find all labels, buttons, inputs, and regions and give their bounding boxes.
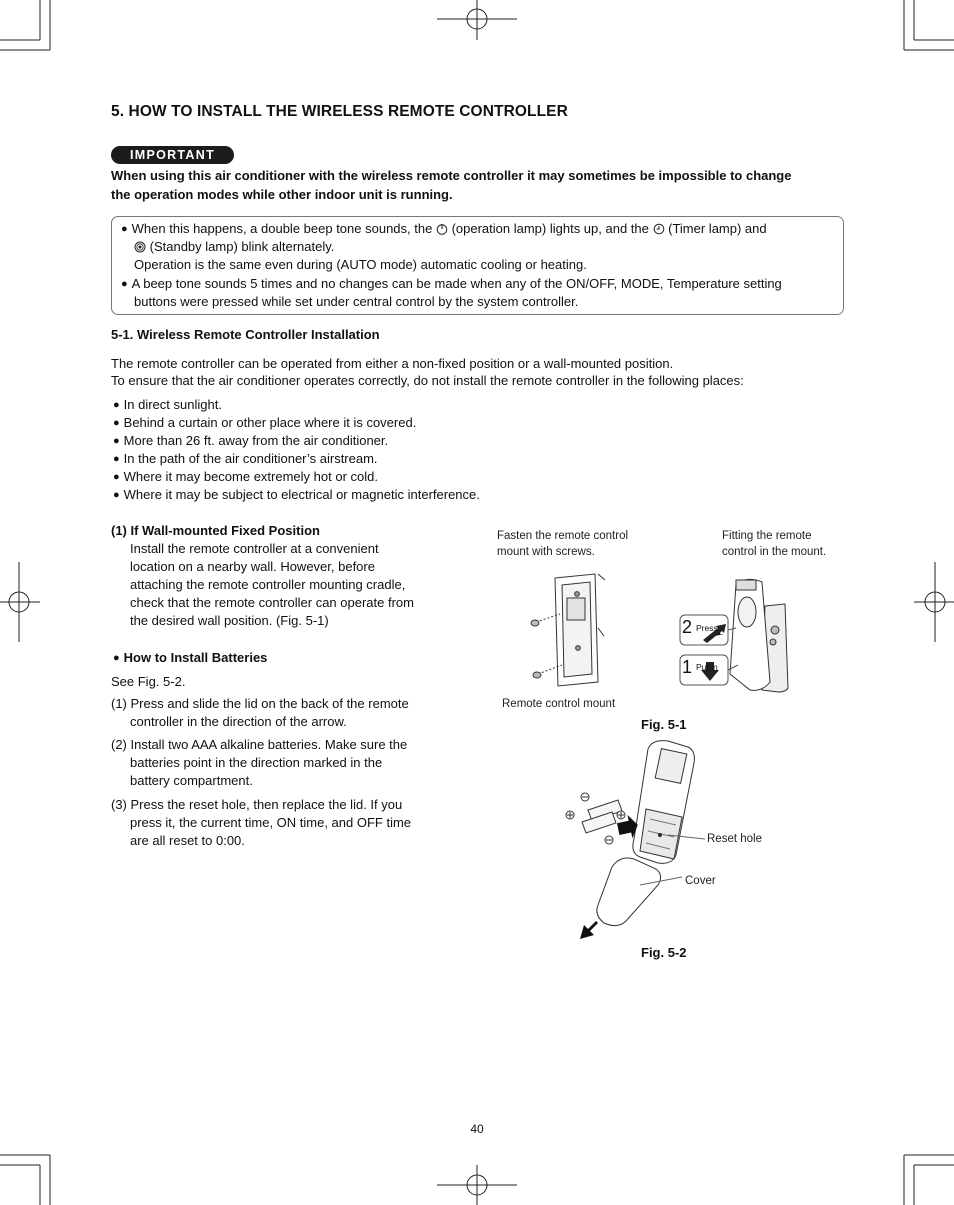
crosshair-bottom [437, 1165, 517, 1205]
bullet-icon: ● [113, 652, 120, 664]
bullet-icon: ● [113, 417, 120, 429]
fig2-illustration [560, 735, 730, 945]
section-title: 5. HOW TO INSTALL THE WIRELESS REMOTE CONTROLLER [111, 103, 568, 120]
crosshair-left [0, 562, 40, 642]
caption-line: mount with screws. [497, 546, 595, 558]
note-line-4 [121, 275, 782, 294]
battery-step-2-cont: batteries point in the direction marked in the [130, 755, 383, 770]
important-warning [111, 167, 856, 204]
note-line-2 [134, 238, 334, 256]
subsection-title: 5-1. Wireless Remote Controller Installation [111, 327, 380, 342]
warning-line-1: When using this air conditioner with the wireless remote controller it may sometimes be impossible to change [111, 168, 792, 183]
wall-mount-heading: (1) If Wall-mounted Fixed Position [111, 523, 320, 538]
caption-line: Fitting the remote [722, 530, 812, 542]
important-badge: IMPORTANT [111, 146, 234, 164]
battery-step-1-cont: controller in the direction of the arrow. [130, 714, 347, 729]
battery-step-1: (1) Press and slide the lid on the back of the remote [111, 696, 409, 711]
list-item-text: In direct sunlight. [123, 397, 222, 412]
list-item [113, 468, 378, 487]
page-number: 40 [470, 1122, 484, 1136]
note-text-4: A beep tone sounds 5 times and no changes can be made when any of the ON/OFF, MODE, Temperature setting [131, 276, 782, 291]
fig-5-1-label: Fig. 5-1 [641, 717, 687, 732]
caption-line: Fasten the remote control [497, 530, 629, 542]
list-item-text: More than 26 ft. away from the air conditioner. [123, 433, 389, 448]
caption-line: control in the mount. [722, 546, 827, 558]
step-1-label: Put in [696, 662, 718, 672]
slide-arrow-icon [580, 921, 598, 939]
note-text-2: (Standby lamp) blink alternately. [149, 239, 335, 254]
step-2-number: 2 [682, 617, 693, 637]
intro-line-2: To ensure that the air conditioner operates correctly, do not install the remote controller in the following places: [111, 373, 744, 388]
wall-mount-line: attaching the remote controller mounting cradle, [130, 577, 406, 592]
timer-lamp-icon [653, 223, 665, 235]
fig-5-2-label: Fig. 5-2 [641, 945, 687, 960]
battery-step-3-cont: press it, the current time, ON time, and OFF time [130, 815, 412, 830]
cover-label: Cover [685, 875, 716, 887]
list-item-text: Where it may be subject to electrical or magnetic interference. [123, 487, 480, 502]
wall-mount-line: Install the remote controller at a convenient [130, 541, 379, 556]
crosshair-right [914, 562, 954, 642]
fig1-illustration [500, 570, 820, 700]
list-item [113, 414, 416, 433]
list-item [113, 396, 222, 415]
wall-mount-line: location on a nearby wall. However, before [130, 559, 375, 574]
battery-step-3: (3) Press the reset hole, then replace the lid. If you [111, 797, 403, 812]
screw-icon [531, 614, 560, 626]
bullet-icon: ● [113, 471, 120, 483]
crosshair-top [437, 0, 517, 40]
note-text-1c: (Timer lamp) and [668, 221, 767, 236]
reset-hole-icon [658, 833, 661, 836]
bullet-icon: ● [121, 278, 128, 290]
step-2-label: Press [696, 623, 718, 633]
battery-step-3-cont: are all reset to 0:00. [130, 833, 245, 848]
remote-body [730, 579, 770, 690]
note-text-1a: When this happens, a double beep tone sounds, the [131, 221, 433, 236]
bullet-icon: ● [113, 489, 120, 501]
list-item [113, 486, 480, 505]
battery-step-2: (2) Install two AAA alkaline batteries. Make sure the [111, 737, 408, 752]
list-item [113, 450, 378, 469]
list-item-text: Where it may become extremely hot or cold. [123, 469, 378, 484]
bullet-icon: ● [113, 453, 120, 465]
warning-line-2: the operation modes while other indoor unit is running. [111, 186, 453, 202]
reset-hole-label: Reset hole [707, 833, 762, 845]
standby-lamp-icon [134, 241, 146, 253]
note-text-1b: (operation lamp) lights up, and the [451, 221, 649, 236]
intro-line-1: The remote controller can be operated from either a non-fixed position or a wall-mounted position. [111, 356, 674, 371]
operation-lamp-icon [436, 223, 448, 235]
list-item [113, 432, 388, 451]
note-line-5: buttons were pressed while set under central control by the system controller. [134, 294, 579, 309]
battery-step-2-cont: battery compartment. [130, 773, 253, 788]
batteries-heading-text: How to Install Batteries [123, 650, 268, 665]
bullet-icon: ● [121, 223, 128, 235]
fig1-caption-left [497, 528, 628, 560]
note-line-3: Operation is the same even during (AUTO mode) automatic cooling or heating. [134, 257, 587, 272]
step-1-number: 1 [682, 657, 693, 677]
batteries-heading [113, 649, 267, 668]
wall-mount-line: check that the remote controller can operate from [130, 595, 414, 610]
note-box [111, 216, 844, 315]
wall-mount-line: the desired wall position. (Fig. 5-1) [130, 613, 329, 628]
batteries-see: See Fig. 5-2. [111, 674, 186, 689]
fig1-caption-right [722, 528, 826, 560]
list-item-text: In the path of the air conditioner’s airstream. [123, 451, 378, 466]
list-item-text: Behind a curtain or other place where it is covered. [123, 415, 417, 430]
bullet-icon: ● [113, 435, 120, 447]
note-line-1 [121, 220, 767, 239]
battery-cover [597, 858, 661, 926]
bullet-icon: ● [113, 399, 120, 411]
remote-control-mount-label: Remote control mount [502, 698, 616, 710]
